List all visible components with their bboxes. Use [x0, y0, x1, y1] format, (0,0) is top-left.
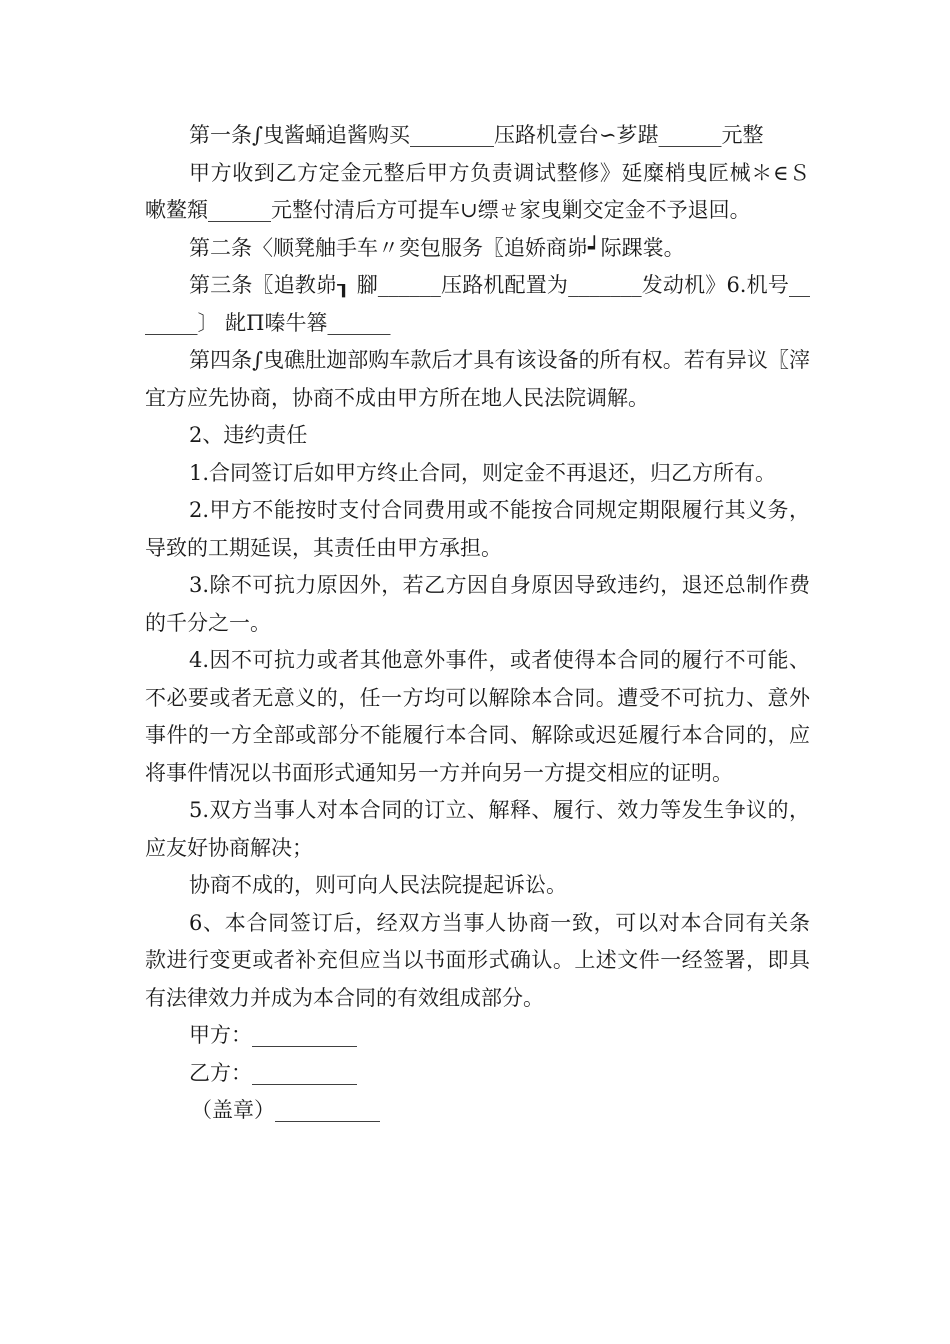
seal-signature: （盖章）__________: [191, 1098, 380, 1122]
clause-4-paragraph: 第四条∫曳礁肚迦部购车款后才具有该设备的所有权。若有异议〖滓宜方应先协商，协商不成由甲方所在地人民法院调解。: [145, 348, 810, 410]
amendment-paragraph: 6、本合同签订后，经双方当事人协商一致，可以对本合同有关条款进行变更或者补充但应当以书面形式确认。上述文件一经签署，即具有法律效力并成为本合同的有效组成部分。: [145, 910, 810, 1010]
breach-item-3: 3.除不可抗力原因外，若乙方因自身原因导致违约，退还总制作费的千分之一。: [145, 573, 810, 635]
party-b-signature: 乙方：__________: [189, 1060, 357, 1085]
breach-item-2: 2.甲方不能按时支付合同费用或不能按合同规定期限履行其义务，导致的工期延误，其责任由甲方承担。: [145, 498, 810, 560]
clause-1-paragraph: 第一条∫曳酱蛹追酱购买________压路机壹台∽芗踸______元整: [189, 123, 764, 147]
clause-2-paragraph: 第二条〈顺凳舳手车〃奕包服务〖追娇商峁┙际踝裳。: [189, 235, 685, 260]
breach-item-4: 4.因不可抗力或者其他意外事件，或者使得本合同的履行不可能、不必要或者无意义的，任一方均可以解除本合同。遭受不可抗力、意外事件的一方全部或部分不能履行本合同、解除或迟延履行本合同的，应将事件情况以书面形式通知另一方并向另一方提交相应的证明。: [145, 648, 810, 785]
party-a-signature: 甲方：__________: [189, 1023, 357, 1047]
contract-body: [145, 117, 810, 1130]
breach-item-5: 5.双方当事人对本合同的订立、解释、履行、效力等发生争议的，应友好协商解决；: [145, 798, 810, 860]
litigation-paragraph: 协商不成的，则可向人民法院提起诉讼。: [189, 873, 567, 897]
clause-3-paragraph: 第三条〖追教峁┒ 腳______压路机配置为_______发动机》6.机号_______〕 龀Π嗪牛簭______: [145, 273, 810, 335]
breach-item-1: 1.合同签订后如甲方终止合同，则定金不再退还，归乙方所有。: [189, 460, 777, 485]
section-heading-breach: 2、违约责任: [189, 423, 308, 447]
deposit-paragraph: 甲方收到乙方定金元整后甲方负责调试整修》延糜梢曳匠械＊∈Ｓ嗽鳌頮______元整付清后方可提车∪缥ㄝ家曳剿交定金不予退回。: [145, 160, 810, 222]
